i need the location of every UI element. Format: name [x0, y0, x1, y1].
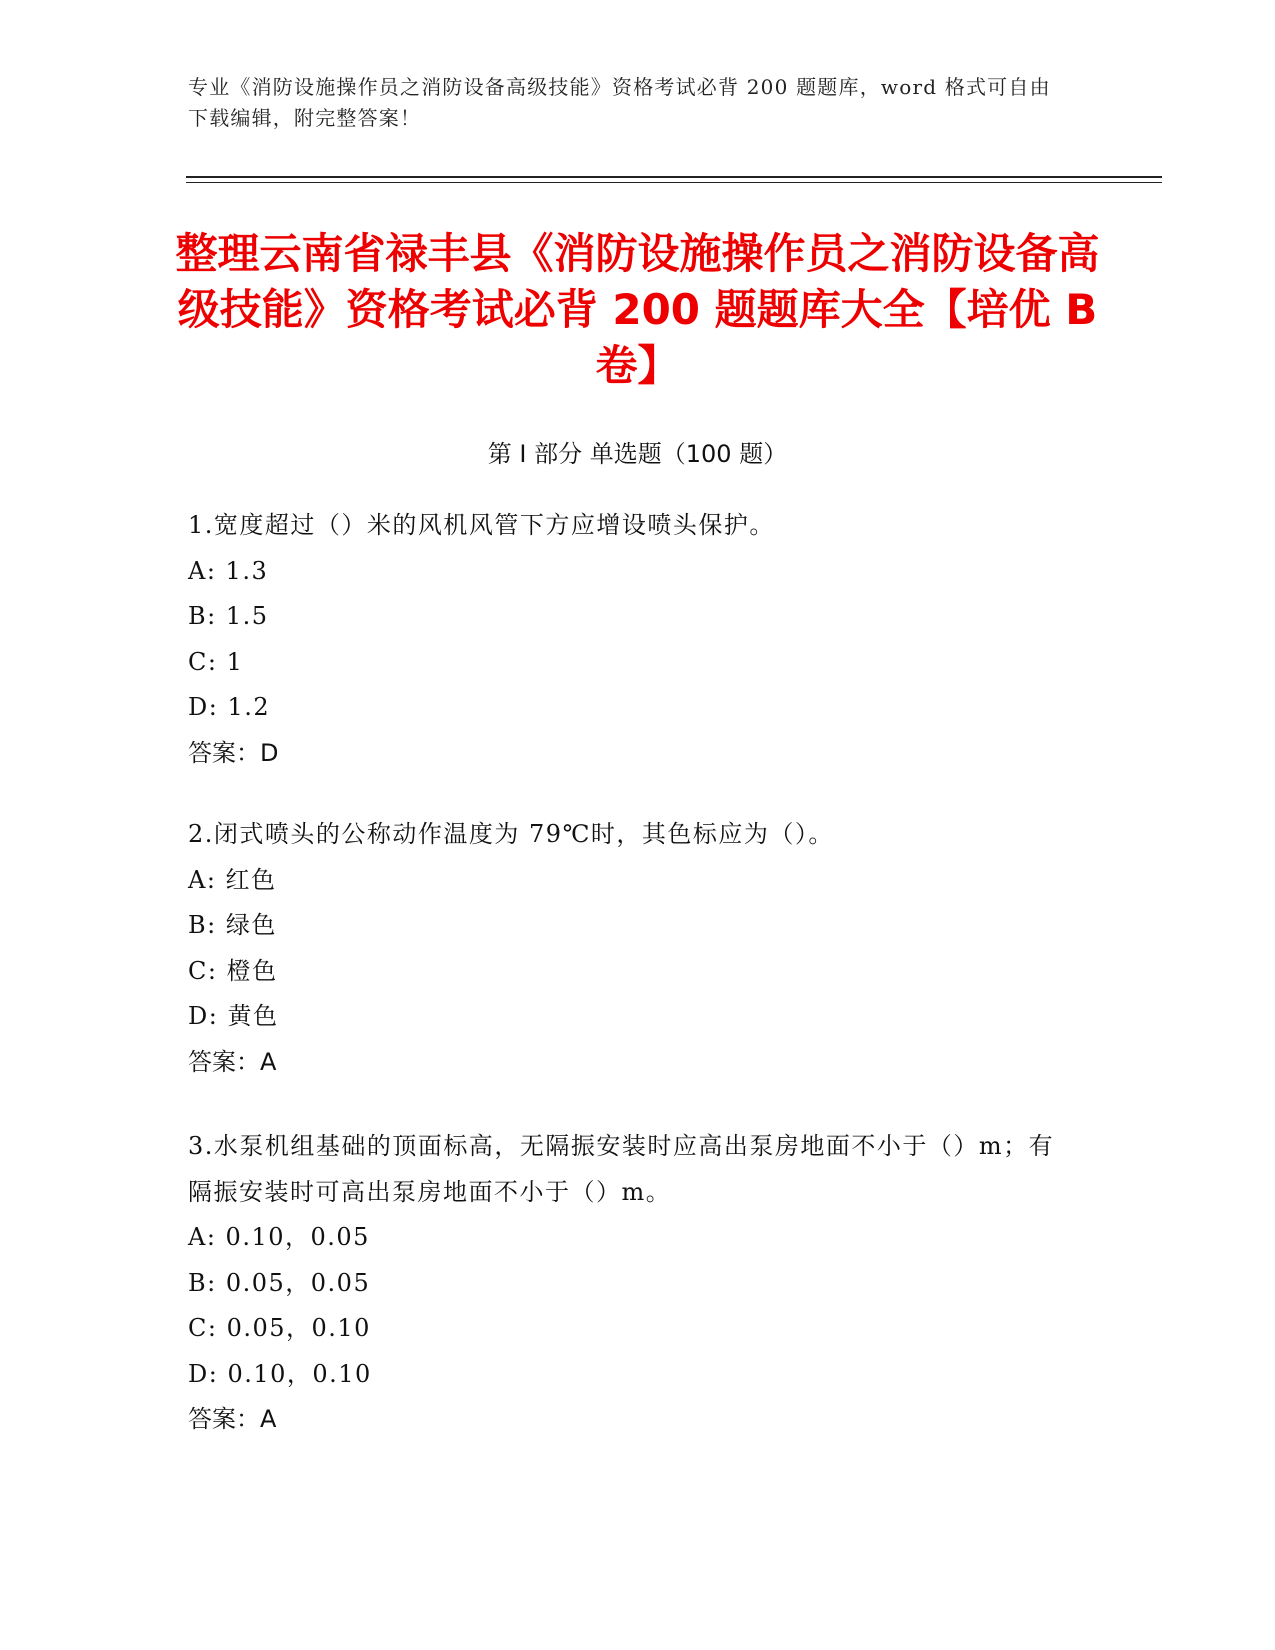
- option-c: C: 1: [188, 647, 244, 676]
- question-stem: 3.水泵机组基础的顶面标高，无隔振安装时应高出泵房地面不小于（）m；有隔振安装时可高出泵房地面不小于（）m。: [188, 1132, 1055, 1206]
- section-heading: 第 I 部分 单选题（100 题）: [487, 440, 788, 468]
- option-c: C: 0.05，0.10: [188, 1314, 371, 1342]
- header-note: 专业《消防设施操作员之消防设备高级技能》资格考试必背 200 题题库，word 格式可自由下载编辑，附完整答案！: [188, 75, 1051, 130]
- answer-label: 答案：A: [188, 1047, 277, 1076]
- answer-label: 答案：A: [188, 1405, 277, 1433]
- question-stem: 1.宽度超过（）米的风机风管下方应增设喷头保护。: [188, 511, 775, 539]
- header-divider-thick: [186, 176, 1162, 178]
- option-c: C: 橙色: [188, 956, 278, 985]
- question-2: [188, 812, 1068, 1085]
- option-a: A: 0.10，0.05: [188, 1223, 370, 1251]
- question-1: [188, 503, 1068, 776]
- option-d: D: 0.10，0.10: [188, 1359, 372, 1388]
- option-a: A: 红色: [188, 865, 277, 894]
- question-stem: 2.闭式喷头的公称动作温度为 79℃时，其色标应为（）。: [188, 820, 834, 848]
- header-divider-thin: [186, 182, 1162, 183]
- document-title: 整理云南省禄丰县《消防设施操作员之消防设备高级技能》资格考试必背 200 题题库大全【培优 B 卷】: [175, 229, 1100, 390]
- option-b: B: 0.05，0.05: [188, 1268, 371, 1297]
- option-b: B: 1.5: [188, 602, 269, 630]
- option-b: B: 绿色: [188, 911, 277, 939]
- option-d: D: 黄色: [188, 1002, 279, 1030]
- option-a: A: 1.3: [188, 556, 269, 585]
- question-3: [188, 1124, 1068, 1443]
- answer-label: 答案：D: [188, 738, 279, 767]
- option-d: D: 1.2: [188, 693, 271, 721]
